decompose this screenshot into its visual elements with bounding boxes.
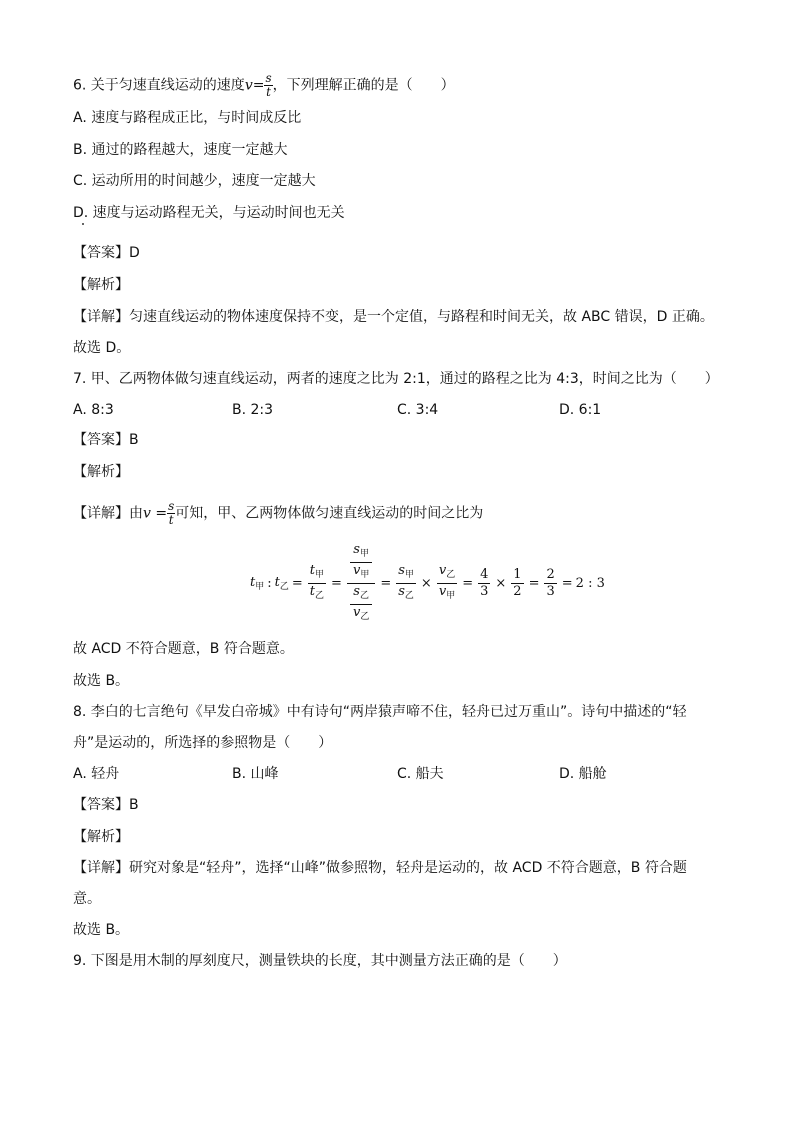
- q7-detail: 【详解】由v = $\frac{s}{t}$ 可知，甲、乙两物体做匀速直线运动的时间之比为: [73, 499, 484, 527]
- q7-line1: 故 ACD 不符合题意，B 符合题意。: [73, 641, 294, 657]
- q7-stem: 7. 甲、乙两物体做匀速直线运动，两者的速度之比为 2:1，通过的路程之比为 4:3，时间之比为（ ）: [73, 371, 719, 387]
- q6-analysis-heading: 【解析】: [73, 277, 129, 293]
- q8-option-d: D. 船舱: [559, 766, 607, 782]
- q8-detail-line2: 意。: [73, 891, 101, 907]
- q9-stem: 9. 下图是用木制的厚刻度尺，测量铁块的长度，其中测量方法正确的是（ ）: [73, 953, 567, 969]
- q6-option-c: C. 运动所用的时间越少，速度一定越大: [73, 173, 316, 189]
- q6-option-a: A. 速度与路程成正比，与时间成反比: [73, 110, 302, 126]
- q8-option-a: A. 轻舟: [73, 766, 120, 782]
- q6-stem: 6. 关于匀速直线运动的速度v= $\frac{s}{t}$ ，下列理解正确的是（ ）: [73, 71, 455, 99]
- q7-detail-fraction: $\frac{s}{t}$: [168, 499, 175, 527]
- q7-option-d: D. 6:1: [559, 402, 602, 418]
- q7-option-c: C. 3:4: [397, 402, 439, 418]
- q6-option-d: D. 速度与运动路程无关，与运动时间也无关: [73, 205, 345, 221]
- q7-option-a: A. 8:3: [73, 402, 114, 418]
- eq-fraction-1-2: $\frac{1}{2}$: [513, 566, 522, 599]
- q6-detail: 【详解】匀速直线运动的物体速度保持不变，是一个定值，与路程和时间无关，故 ABC 错误，D 正确。: [73, 309, 714, 325]
- q8-analysis-heading: 【解析】: [73, 829, 129, 845]
- q6-conclusion: 故选 D。: [73, 340, 131, 356]
- q8-conclusion: 故选 B。: [73, 922, 130, 938]
- q7-analysis-heading: 【解析】: [73, 464, 129, 480]
- eq-fraction-v: $v_乙$ $v_甲$: [438, 562, 456, 601]
- q8-detail-line1: 【详解】研究对象是“轻舟”，选择“山峰”做参照物，轻舟是运动的，故 ACD 不符合题意，B 符合题: [73, 860, 687, 876]
- eq-fraction-2-3: $\frac{2}{3}$: [546, 566, 555, 599]
- eq-compound-fraction: $s_甲$ $v_甲$ $s_乙$ $v_乙$: [347, 542, 375, 625]
- q8-stem-line1: 8. 李白的七言绝句《早发白帝城》中有诗句“两岸猿声啼不住，轻舟已过万重山”。诗句中描述的“轻: [73, 704, 687, 720]
- eq-fraction-4-3: $\frac{4}{3}$: [480, 566, 489, 599]
- eq-fraction-s: $s_甲$ $s_乙$: [398, 562, 414, 601]
- q7-option-b: B. 2:3: [232, 402, 274, 418]
- q7-conclusion: 故选 B。: [73, 673, 130, 689]
- q6-answer: 【答案】D: [73, 245, 140, 261]
- eq-result: 2 : 3: [575, 575, 605, 591]
- q8-answer: 【答案】B: [73, 797, 139, 813]
- eq-fraction-t: $t_甲$ $t_乙$: [309, 562, 325, 601]
- q6-formula-fraction: $\frac{s}{t}$: [265, 71, 272, 99]
- stray-dot: [82, 223, 84, 225]
- q8-stem-line2: 舟”是运动的，所选择的参照物是（ ）: [73, 735, 333, 751]
- q8-option-c: C. 船夫: [397, 766, 444, 782]
- q7-time-ratio-equation: $t_甲$ : $t_乙$ = $t_甲$ $t_乙$ = $s_甲$ $v_甲$ $s_乙$ $v_乙$ = $s_甲$ $s_乙$ × $v_乙$ $v_甲$ = $\frac{4}{3}$ × $\frac{1}{2}$ = $\frac{2}{3}$ = 2 : 3: [250, 540, 605, 626]
- q8-option-b: B. 山峰: [232, 766, 279, 782]
- q6-option-b: B. 通过的路程越大，速度一定越大: [73, 142, 288, 158]
- q7-answer: 【答案】B: [73, 432, 139, 448]
